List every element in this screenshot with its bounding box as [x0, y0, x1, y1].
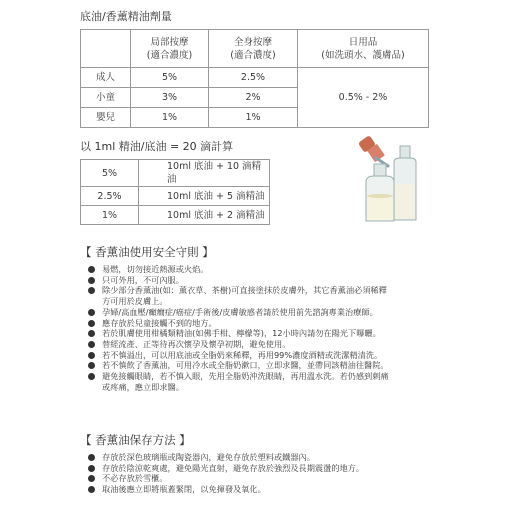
list-item — [88, 328, 389, 339]
dropper-icon — [358, 135, 388, 166]
list-item — [88, 452, 364, 463]
cell-local: 1% — [131, 108, 209, 128]
dosage-section-title: 底油/香薰精油劑量 — [80, 10, 172, 23]
bullet-icon — [88, 341, 95, 348]
list-item-text: 不必存放於雪櫃。 — [102, 473, 168, 484]
bullet-icon — [88, 266, 95, 273]
mix-section-title: 以 1ml 精油/底油 = 20 滴計算 — [80, 140, 234, 153]
bullet-icon — [88, 309, 95, 316]
header-local-massage: 局部按摩 (適合濃度) — [131, 30, 209, 68]
safety-rules-title: 【 香薰油使用安全守則 】 — [80, 245, 214, 259]
list-item-text: 應存放於兒童接觸不到的地方。 — [102, 317, 217, 328]
cell-formula: 10ml 底油 + 10 滴精油 — [139, 160, 270, 187]
list-item — [88, 339, 389, 350]
bullet-icon — [88, 352, 95, 359]
cell-local: 3% — [131, 88, 209, 108]
list-item-text: 或疼痛，應立即求醫。 — [102, 381, 184, 392]
cell-pct: 1% — [81, 206, 139, 225]
cell-local: 5% — [131, 68, 209, 88]
list-item-text: 孕婦/高血壓/癲癇症/癌症/手術後/皮膚敏感者請於使用前先諮詢專業治療師。 — [102, 306, 378, 317]
row-label-adult: 成人 — [81, 68, 131, 88]
cell-daily: 0.5% - 2% — [298, 68, 429, 128]
list-item-text: 避免接觸眼睛，若不慎入眼，先用全脂奶沖洗眼睛，再用溫水洗。若仍感到刺痛 — [102, 371, 389, 382]
list-item-text: 存放於陰涼乾爽處，避免陽光直射，避免存放於強烈及長期震盪的地方。 — [102, 462, 365, 473]
dosage-table — [80, 29, 429, 128]
list-item-text: 取油後應立即將瓶蓋緊閉，以免揮發及氧化。 — [102, 484, 266, 495]
list-item — [88, 350, 389, 361]
list-item-text: 替經流產、正等待再次懷孕及懷孕初期，避免使用。 — [102, 338, 291, 349]
list-item — [88, 371, 389, 392]
list-item — [88, 264, 389, 275]
list-item-text: 方可用於皮膚上。 — [102, 296, 168, 307]
list-item-text: 若於肌膚使用柑橘類精油(如佛手柑、檸檬等)，12小時內請勿在陽光下曝曬。 — [102, 328, 381, 339]
table-row — [81, 68, 429, 88]
list-item — [88, 484, 364, 495]
cell-full: 2% — [209, 88, 298, 108]
table-row — [81, 206, 270, 225]
header-full-massage: 全身按摩 (適合濃度) — [209, 30, 298, 68]
storage-title: 【 香薰油保存方法 】 — [80, 433, 191, 447]
list-item-text: 除少部分香薰油(如：薰衣草、茶樹)可直接塗抹於皮膚外，其它香薰油必須稀釋 — [102, 285, 387, 296]
cell-pct: 5% — [81, 160, 139, 187]
list-item — [88, 275, 389, 286]
row-label-baby: 嬰兒 — [81, 108, 131, 128]
bullet-icon — [88, 320, 95, 327]
cell-pct: 2.5% — [81, 187, 139, 206]
list-item-text: 易燃，切勿接近熱源或火焰。 — [102, 264, 209, 274]
cell-full: 1% — [209, 108, 298, 128]
bottle-front-icon — [366, 164, 394, 221]
safety-rules-list — [88, 264, 389, 392]
storage-rules-list — [88, 452, 364, 495]
table-row — [81, 160, 270, 187]
list-item-text: 若不慎溢出，可以用底油或全脂奶來稀釋，再用99%濃度酒精或洗潔精清洗。 — [102, 349, 383, 360]
bullet-icon — [88, 454, 95, 461]
cell-full: 2.5% — [209, 68, 298, 88]
bullet-icon — [88, 330, 95, 337]
header-daily-products: 日用品 (如洗頭水、護膚品) — [298, 30, 429, 68]
bullet-icon — [88, 465, 95, 472]
dosage-table-header-row — [81, 30, 429, 68]
cell-formula: 10ml 底油 + 5 滴精油 — [139, 187, 270, 206]
list-item — [88, 360, 389, 371]
list-item — [88, 318, 389, 329]
oil-bottles-illustration — [336, 132, 446, 222]
cell-formula: 10ml 底油 + 2 滴精油 — [139, 206, 270, 225]
table-row — [81, 187, 270, 206]
bullet-icon — [88, 287, 95, 294]
dosage-table-corner — [81, 30, 131, 68]
mix-table — [80, 159, 270, 225]
list-item-text: 若不慎飲了香薰油，可用冷水或全脂奶漱口，立即求醫，並帶同該精油往醫院。 — [102, 360, 389, 371]
list-item — [88, 473, 364, 484]
bullet-icon — [88, 362, 95, 369]
list-item — [88, 307, 389, 318]
bullet-icon — [88, 475, 95, 482]
bullet-icon — [88, 373, 95, 380]
list-item — [88, 285, 389, 306]
bullet-icon — [88, 486, 95, 493]
row-label-child: 小童 — [81, 88, 131, 108]
list-item-text: 存放於深色玻璃瓶或陶瓷器內，避免存放於塑料或鐵器內。 — [102, 452, 315, 462]
bottle-back-icon — [394, 146, 416, 220]
list-item-text: 只可外用，不可內服。 — [102, 274, 184, 285]
bullet-icon — [88, 277, 95, 284]
list-item — [88, 463, 364, 474]
